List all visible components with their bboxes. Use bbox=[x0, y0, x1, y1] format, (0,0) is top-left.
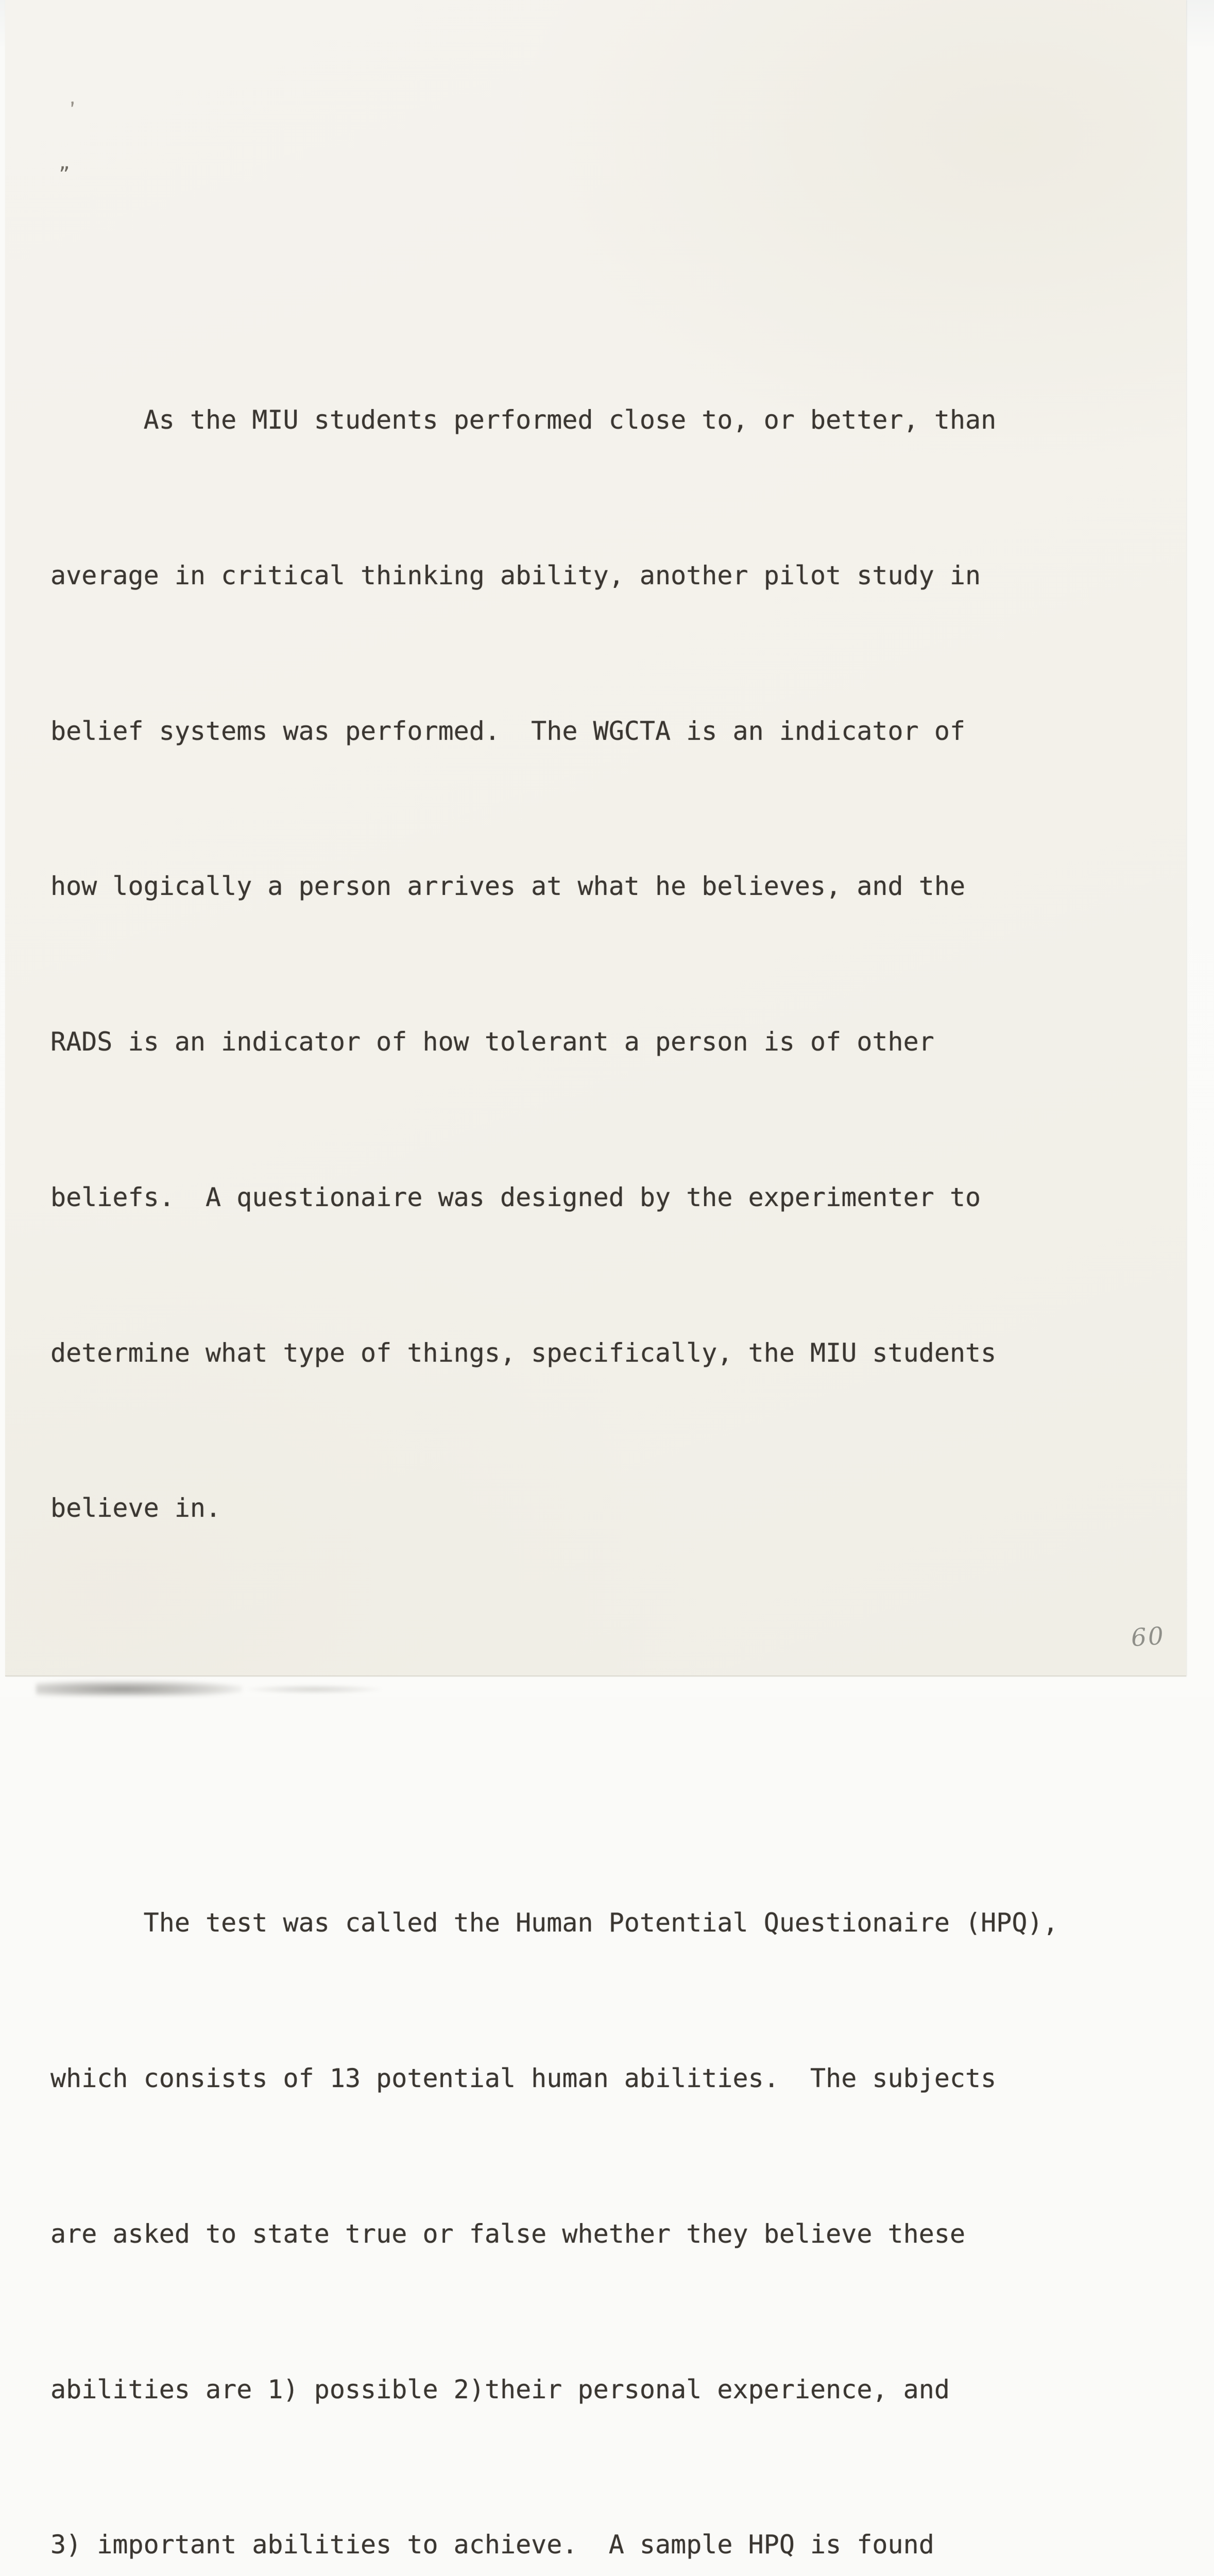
typed-line: abilities are 1) possible 2)their personal experience, and bbox=[50, 2374, 950, 2404]
handwritten-page-number: 60 bbox=[1130, 1621, 1166, 1653]
typed-line: beliefs. A questionaire was designed by the experimenter to bbox=[50, 1182, 981, 1212]
typed-line: determine what type of things, specifically, the MIU students bbox=[50, 1337, 997, 1368]
typed-line: average in critical thinking ability, another pilot study in bbox=[50, 560, 981, 590]
stray-ink-mark-margin: „ bbox=[59, 152, 70, 174]
typed-line: 3) important abilities to achieve. A sample HPQ is found bbox=[50, 2530, 934, 2560]
scan-edge-smudge bbox=[36, 1681, 242, 1696]
scan-edge-smudge-faint bbox=[247, 1685, 381, 1694]
typed-line: how logically a person arrives at what he believes, and the bbox=[50, 871, 966, 902]
typed-line: which consists of 13 potential human abilities. The subjects bbox=[50, 2063, 997, 2093]
typed-line: RADS is an indicator of how tolerant a person is of other bbox=[50, 1027, 934, 1057]
paragraph-2 bbox=[50, 1793, 1058, 2576]
paper-sheet bbox=[5, 0, 1186, 2560]
typed-text-block bbox=[50, 135, 1058, 2576]
paragraph-1 bbox=[50, 291, 1058, 1638]
stray-ink-mark-top: ’ bbox=[66, 98, 81, 121]
typed-line: As the MIU students performed close to, or better, than bbox=[50, 404, 997, 435]
typed-line: belief systems was performed. The WGCTA is an indicator of bbox=[50, 716, 966, 746]
typed-line: are asked to state true or false whether they believe these bbox=[50, 2218, 966, 2249]
typed-line: believe in. bbox=[50, 1493, 221, 1523]
typed-line: The test was called the Human Potential Questionaire (HPQ), bbox=[50, 1908, 1058, 1938]
